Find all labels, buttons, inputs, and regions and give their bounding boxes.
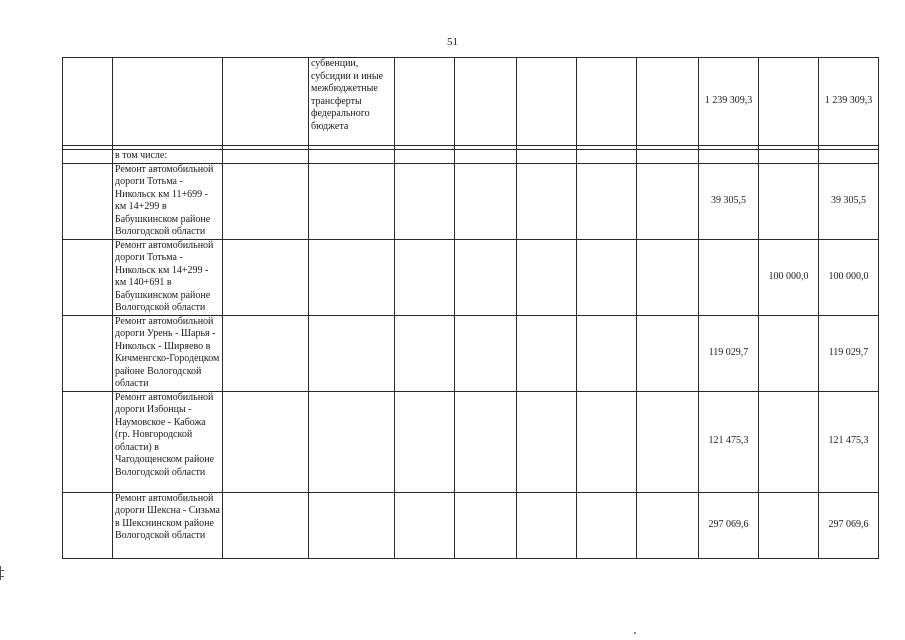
table-cell [63,163,113,239]
amount-cell: 121 475,3 [819,391,879,492]
road-repair-name: Ремонт автомобильной дороги Избонцы - Наумовское - Кабожа (гр. Новгородской области) в Чагодощенском районе Вологодской области [113,391,223,492]
amount-cell [759,492,819,558]
table-cell [63,492,113,558]
table-cell [63,391,113,492]
funding-source-row [63,58,879,146]
table-cell [63,239,113,315]
budget-table [62,57,879,559]
table-cell [577,58,637,146]
table-cell [395,58,455,146]
amount-cell: 1 239 309,3 [699,58,759,146]
amount-cell: 119 029,7 [819,315,879,391]
amount-cell [699,239,759,315]
amount-cell: 100 000,0 [759,239,819,315]
table-cell [63,58,113,146]
funding-source-label: субвенции, субсидии и иные межбюджетные трансферты федерального бюджета [309,58,395,146]
binding-mark [0,566,5,580]
amount-cell [759,58,819,146]
subheader-label: в том числе: [113,150,223,164]
amount-cell: 121 475,3 [699,391,759,492]
amount-cell: 119 029,7 [699,315,759,391]
table-cell [455,58,517,146]
amount-cell [759,391,819,492]
amount-cell: 297 069,6 [699,492,759,558]
page-number: 51 [447,36,458,48]
scan-speck [634,632,636,634]
amount-cell [759,163,819,239]
road-repair-name: Ремонт автомобильной дороги Урень - Шарья - Никольск - Ширяево в Кичменгско-Городецком районе Вологодской области [113,315,223,391]
amount-cell: 39 305,5 [819,163,879,239]
table-cell [223,58,309,146]
amount-cell [759,315,819,391]
amount-cell: 39 305,5 [699,163,759,239]
table-row [63,239,879,315]
amount-cell: 297 069,6 [819,492,879,558]
road-repair-name: Ремонт автомобильной дороги Шексна - Сизьма в Шекснинском районе Вологодской области [113,492,223,558]
table-row [63,315,879,391]
table-row [63,391,879,492]
table-cell [113,58,223,146]
table-cell [63,315,113,391]
amount-cell: 1 239 309,3 [819,58,879,146]
road-repair-name: Ремонт автомобильной дороги Тотьма - Никольск км 14+299 - км 140+691 в Бабушкинском районе Вологодской области [113,239,223,315]
table-cell [63,150,113,164]
subheader-row [63,150,879,164]
table-cell [517,58,577,146]
table-row [63,492,879,558]
table-row [63,163,879,239]
table-cell [637,58,699,146]
amount-cell: 100 000,0 [819,239,879,315]
road-repair-name: Ремонт автомобильной дороги Тотьма - Никольск км 11+699 - км 14+299 в Бабушкинском районе Вологодской области [113,163,223,239]
